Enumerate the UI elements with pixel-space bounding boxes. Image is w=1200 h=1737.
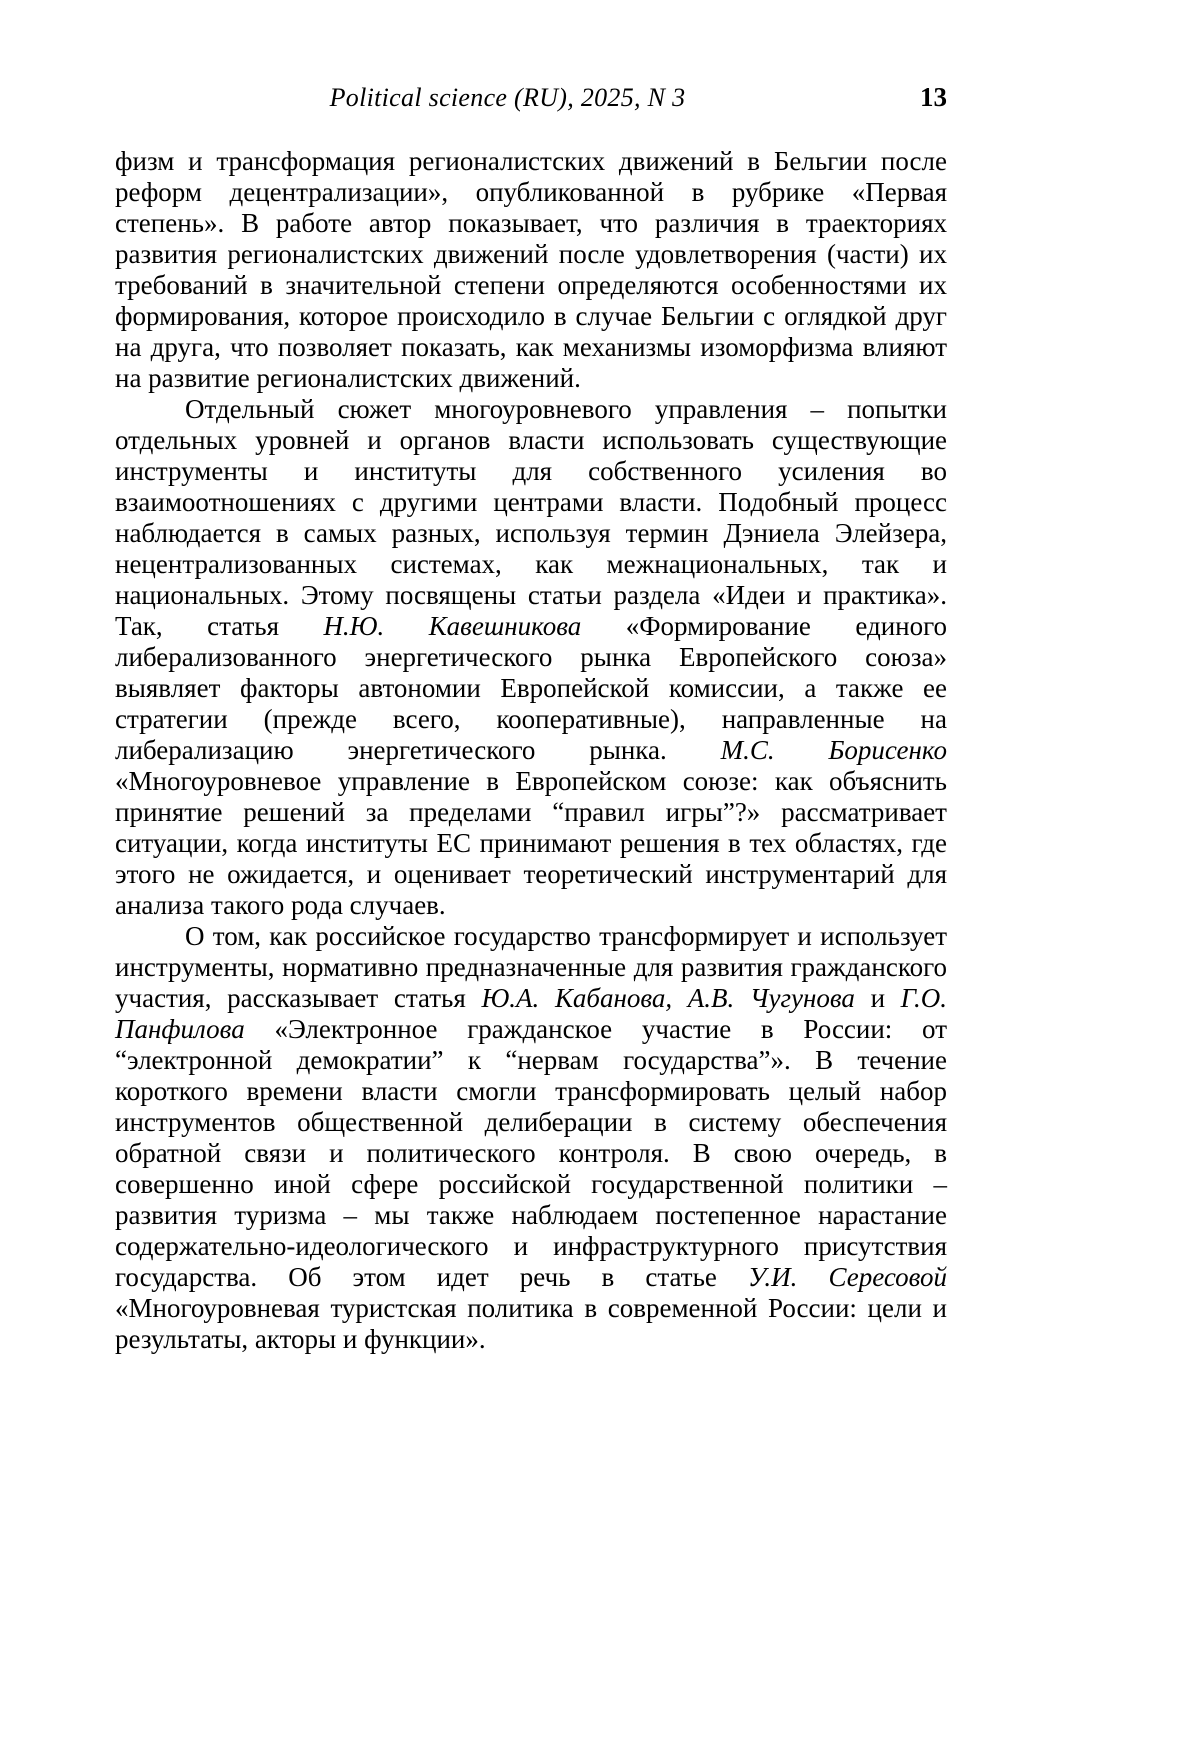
author-name-italic: М.С. Борисенко (720, 735, 947, 765)
text-run: Отдельный сюжет многоуровневого управления – попытки отдельных уровней и органов власти использовать существующие инструменты и институты для собственного усиления во взаимоотношениях с другими центрами власти. Подобный процесс наблюдается в самых разных, используя термин Дэниела Элейзера, нецентрализованных системах, как межнациональных, так и национальных. Этому посвящены статьи раздела «Идеи и практика». Так, статья (115, 394, 947, 641)
paragraph (115, 394, 947, 921)
page-number: 13 (920, 82, 947, 112)
author-name-italic: У.И. Сересовой (747, 1262, 947, 1292)
paragraph (115, 921, 947, 1355)
text-run: «Электронное гражданское участие в России: от “электронной демократии” к “нервам государства”». В течение короткого времени власти смогли трансформировать целый набор инструментов общественной делиберации в систему обеспечения обратной связи и политического контроля. В свою очередь, в совершенно иной сфере российской государственной политики – развития туризма – мы также наблюдаем постепенное нарастание содержательно-идеологического и инфраструктурного присутствия государства. Об этом идет речь в статье (115, 1014, 947, 1292)
text-run: и (854, 983, 901, 1013)
paragraph (115, 146, 947, 394)
author-name-italic: Ю.А. Кабанова, А.В. Чугунова (481, 983, 855, 1013)
journal-title: Political science (RU), 2025, N 3 (329, 83, 686, 112)
text-run: «Многоуровневая туристская политика в современной России: цели и результаты, акторы и функции». (115, 1293, 947, 1354)
text-run: «Формирование единого либерализованного энергетического рынка Европейского союза» выявляет факторы автономии Европейской комиссии, а также ее стратегии (прежде всего, кооперативные), направленные на либерализацию энергетического рынка. (115, 611, 947, 765)
author-name-italic: Н.Ю. Кавешникова (323, 611, 582, 641)
text-run: физм и трансформация регионалистских движений в Бельгии после реформ децентрализации», опубликованной в рубрике «Первая степень». В работе автор показывает, что различия в траекториях развития регионалистских движений после удовлетворения (части) их требований в значительной степени определяются особенностями их формирования, которое происходило в случае Бельгии с оглядкой друг на друга, что позволяет показать, как механизмы изоморфизма влияют на развитие регионалистских движений. (115, 146, 947, 393)
text-run: «Многоуровневое управление в Европейском союзе: как объяснить принятие решений за пределами “правил игры”?» рассматривает ситуации, когда институты ЕС принимают решения в тех областях, где этого не ожидается, и оценивает теоретический инструментарий для анализа такого рода случаев. (115, 766, 947, 920)
text-run: О том, как российское государство трансформирует и использует инструменты, нормативно предназначенные для развития гражданского участия, рассказывает статья (115, 921, 947, 1013)
running-header (115, 82, 947, 113)
author-name-italic: Г.О. Панфилова (115, 983, 947, 1044)
page-body (115, 146, 947, 1355)
